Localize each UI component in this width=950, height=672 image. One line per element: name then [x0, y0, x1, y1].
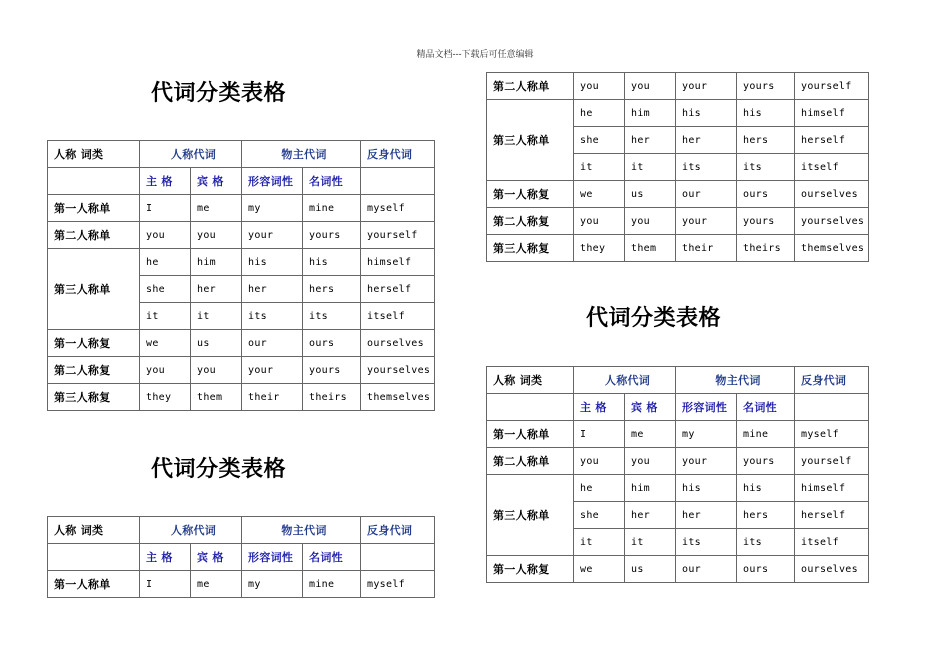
object-cell: it [625, 154, 676, 181]
nominal-cell: mine [303, 571, 361, 598]
object-case-header: 宾 格 [625, 394, 676, 421]
reflexive-cell: ourselves [795, 181, 869, 208]
table-row [487, 421, 869, 448]
adjectival-cell: your [242, 222, 303, 249]
subject-cell: you [140, 357, 191, 384]
corner-header: 人称 词类 [487, 367, 574, 394]
subject-cell: you [574, 208, 625, 235]
row-label: 第一人称单 [48, 571, 140, 598]
page-title: 代词分类表格 [151, 457, 287, 482]
adjectival-cell: her [242, 276, 303, 303]
adjectival-cell: its [242, 303, 303, 330]
empty-cell [48, 544, 140, 571]
subject-cell: they [140, 384, 191, 411]
nominal-cell: yours [303, 357, 361, 384]
adjectival-cell: your [242, 357, 303, 384]
nominal-cell: its [737, 529, 795, 556]
table-row [487, 73, 869, 100]
subject-cell: you [140, 222, 191, 249]
object-cell: her [625, 127, 676, 154]
row-label: 第三人称复 [48, 384, 140, 411]
nominal-cell: mine [737, 421, 795, 448]
subject-cell: you [574, 448, 625, 475]
reflexive-cell: herself [795, 127, 869, 154]
adjectival-cell: her [676, 502, 737, 529]
row-label: 第二人称单 [48, 222, 140, 249]
object-cell: you [625, 448, 676, 475]
adjectival-cell: its [676, 154, 737, 181]
object-case-header: 宾 格 [191, 168, 242, 195]
reflexive-pronoun-header: 反身代词 [795, 367, 869, 394]
subject-cell: she [140, 276, 191, 303]
table-row [48, 195, 435, 222]
corner-header: 人称 词类 [48, 517, 140, 544]
row-label: 第一人称复 [48, 330, 140, 357]
reflexive-cell: itself [795, 154, 869, 181]
reflexive-cell: yourself [795, 448, 869, 475]
adjectival-cell: their [242, 384, 303, 411]
subject-cell: it [574, 154, 625, 181]
header-note: 精品文档---下载后可任意编辑 [416, 50, 534, 60]
subject-case-header: 主 格 [140, 168, 191, 195]
adjectival-cell: their [676, 235, 737, 262]
object-cell: him [625, 100, 676, 127]
possessive-pronoun-header: 物主代词 [242, 141, 361, 168]
possessive-pronoun-header: 物主代词 [242, 517, 361, 544]
possessive-pronoun-header: 物主代词 [676, 367, 795, 394]
subject-cell: we [140, 330, 191, 357]
subject-cell: it [574, 529, 625, 556]
reflexive-cell: myself [361, 195, 435, 222]
table-row [487, 475, 869, 502]
subject-cell: we [574, 181, 625, 208]
reflexive-cell: yourselves [361, 357, 435, 384]
subject-case-header: 主 格 [140, 544, 191, 571]
row-label: 第一人称复 [487, 556, 574, 583]
empty-cell [361, 168, 435, 195]
nominal-cell: ours [737, 181, 795, 208]
table-row [487, 556, 869, 583]
object-cell: you [625, 73, 676, 100]
adjectival-header: 形容词性 [242, 168, 303, 195]
table-row [48, 571, 435, 598]
reflexive-cell: ourselves [361, 330, 435, 357]
subject-cell: they [574, 235, 625, 262]
object-cell: us [625, 181, 676, 208]
object-cell: us [191, 330, 242, 357]
table-row [48, 222, 435, 249]
reflexive-cell: himself [795, 475, 869, 502]
pronoun-table [47, 140, 435, 411]
subject-cell: I [140, 571, 191, 598]
adjectival-cell: my [242, 195, 303, 222]
object-cell: you [191, 357, 242, 384]
reflexive-cell: itself [361, 303, 435, 330]
object-cell: them [191, 384, 242, 411]
row-label: 第三人称复 [487, 235, 574, 262]
reflexive-cell: themselves [795, 235, 869, 262]
nominal-cell: ours [303, 330, 361, 357]
page-title: 代词分类表格 [151, 81, 287, 106]
reflexive-cell: yourself [361, 222, 435, 249]
nominal-cell: ours [737, 556, 795, 583]
page-title: 代词分类表格 [586, 306, 722, 331]
subject-cell: you [574, 73, 625, 100]
reflexive-cell: ourselves [795, 556, 869, 583]
adjectival-cell: my [676, 421, 737, 448]
object-cell: him [625, 475, 676, 502]
personal-pronoun-header: 人称代词 [574, 367, 676, 394]
subject-cell: he [574, 100, 625, 127]
object-cell: him [191, 249, 242, 276]
subject-case-header: 主 格 [574, 394, 625, 421]
nominal-cell: hers [737, 502, 795, 529]
table-row [487, 100, 869, 127]
empty-cell [361, 544, 435, 571]
nominal-cell: its [737, 154, 795, 181]
reflexive-cell: myself [795, 421, 869, 448]
row-label: 第一人称复 [487, 181, 574, 208]
object-cell: me [191, 571, 242, 598]
nominal-cell: hers [737, 127, 795, 154]
reflexive-pronoun-header: 反身代词 [361, 517, 435, 544]
adjectival-cell: his [242, 249, 303, 276]
subject-cell: it [140, 303, 191, 330]
subject-cell: she [574, 127, 625, 154]
nominal-cell: yours [303, 222, 361, 249]
reflexive-cell: himself [795, 100, 869, 127]
nominal-cell: theirs [737, 235, 795, 262]
object-cell: her [191, 276, 242, 303]
nominal-cell: yours [737, 208, 795, 235]
table-row [48, 330, 435, 357]
pronoun-table [47, 516, 435, 598]
adjectival-cell: your [676, 448, 737, 475]
table-row [48, 249, 435, 276]
object-cell: you [191, 222, 242, 249]
adjectival-header: 形容词性 [676, 394, 737, 421]
nominal-header: 名词性 [303, 168, 361, 195]
object-cell: her [625, 502, 676, 529]
nominal-header: 名词性 [737, 394, 795, 421]
reflexive-cell: itself [795, 529, 869, 556]
object-cell: it [191, 303, 242, 330]
nominal-cell: yours [737, 448, 795, 475]
table-row [487, 208, 869, 235]
reflexive-cell: yourselves [795, 208, 869, 235]
reflexive-cell: herself [361, 276, 435, 303]
row-label: 第二人称复 [487, 208, 574, 235]
corner-header: 人称 词类 [48, 141, 140, 168]
adjectival-cell: our [676, 556, 737, 583]
empty-cell [48, 168, 140, 195]
subject-cell: he [574, 475, 625, 502]
adjectival-cell: our [242, 330, 303, 357]
adjectival-cell: her [676, 127, 737, 154]
adjectival-cell: his [676, 100, 737, 127]
reflexive-cell: themselves [361, 384, 435, 411]
object-cell: them [625, 235, 676, 262]
object-cell: us [625, 556, 676, 583]
row-label: 第一人称单 [487, 421, 574, 448]
reflexive-cell: myself [361, 571, 435, 598]
table-row [487, 181, 869, 208]
table-row [487, 235, 869, 262]
reflexive-cell: herself [795, 502, 869, 529]
nominal-cell: his [737, 475, 795, 502]
object-cell: me [625, 421, 676, 448]
pronoun-table [486, 72, 869, 262]
adjectival-cell: his [676, 475, 737, 502]
subject-cell: he [140, 249, 191, 276]
row-label: 第一人称单 [48, 195, 140, 222]
row-label: 第三人称单 [487, 475, 574, 556]
object-cell: it [625, 529, 676, 556]
personal-pronoun-header: 人称代词 [140, 141, 242, 168]
row-label: 第二人称复 [48, 357, 140, 384]
nominal-cell: yours [737, 73, 795, 100]
table-row [48, 384, 435, 411]
reflexive-cell: himself [361, 249, 435, 276]
personal-pronoun-header: 人称代词 [140, 517, 242, 544]
subject-cell: we [574, 556, 625, 583]
nominal-header: 名词性 [303, 544, 361, 571]
subject-cell: I [140, 195, 191, 222]
reflexive-pronoun-header: 反身代词 [361, 141, 435, 168]
table-row [48, 357, 435, 384]
nominal-cell: mine [303, 195, 361, 222]
subject-cell: I [574, 421, 625, 448]
adjectival-cell: your [676, 208, 737, 235]
adjectival-cell: our [676, 181, 737, 208]
row-label: 第三人称单 [48, 249, 140, 330]
row-label: 第三人称单 [487, 100, 574, 181]
adjectival-cell: my [242, 571, 303, 598]
nominal-cell: hers [303, 276, 361, 303]
reflexive-cell: yourself [795, 73, 869, 100]
nominal-cell: his [737, 100, 795, 127]
object-cell: you [625, 208, 676, 235]
adjectival-cell: your [676, 73, 737, 100]
nominal-cell: theirs [303, 384, 361, 411]
empty-cell [487, 394, 574, 421]
adjectival-header: 形容词性 [242, 544, 303, 571]
adjectival-cell: its [676, 529, 737, 556]
row-label: 第二人称单 [487, 73, 574, 100]
object-case-header: 宾 格 [191, 544, 242, 571]
object-cell: me [191, 195, 242, 222]
pronoun-table [486, 366, 869, 583]
nominal-cell: its [303, 303, 361, 330]
table-row [487, 448, 869, 475]
empty-cell [795, 394, 869, 421]
row-label: 第二人称单 [487, 448, 574, 475]
subject-cell: she [574, 502, 625, 529]
nominal-cell: his [303, 249, 361, 276]
